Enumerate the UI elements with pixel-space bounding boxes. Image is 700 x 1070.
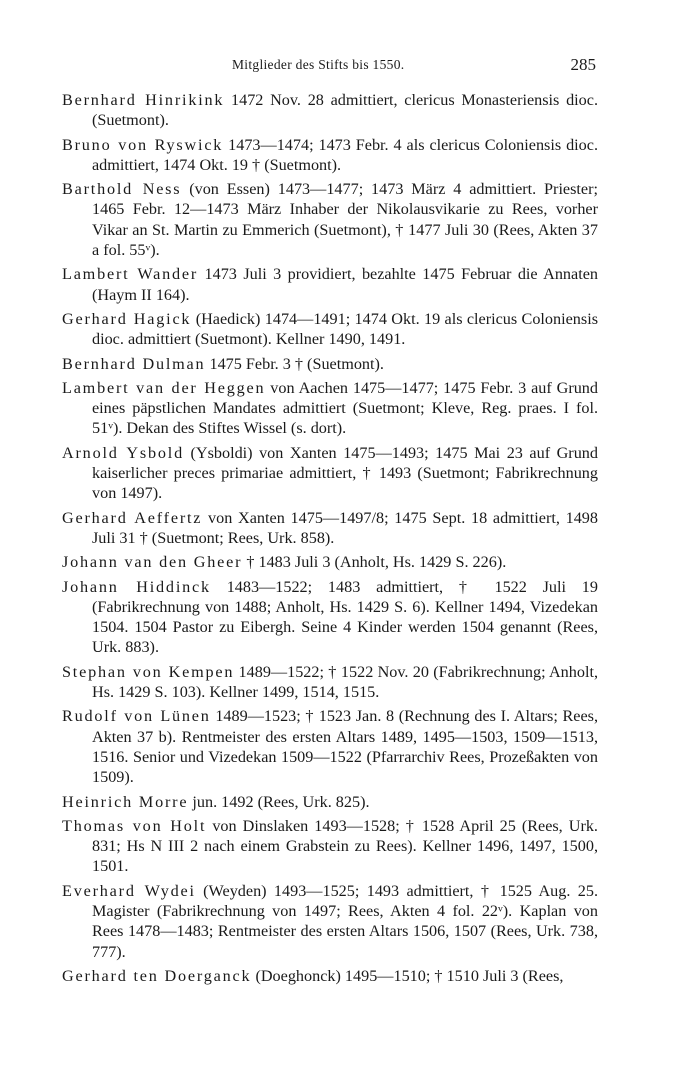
member-entry xyxy=(62,135,598,176)
member-details: 1473—1474; 1473 Febr. 4 als clericus Coloniensis dioc. admittiert, 1474 Okt. 19 † (Suetmont). xyxy=(92,135,598,174)
member-details: (Haedick) 1474—1491; 1474 Okt. 19 als clericus Coloniensis dioc. admittiert (Suetmont). Kellner 1490, 1491. xyxy=(92,309,598,349)
member-name: Gerhard Hagick xyxy=(62,309,192,328)
member-entry xyxy=(62,577,598,658)
member-name: Lambert van der Heggen xyxy=(62,378,266,397)
member-entry xyxy=(62,508,598,549)
member-details: 1472 Nov. 28 admittiert, clericus Monasteriensis dioc. (Suetmont). xyxy=(92,91,598,130)
member-name: Bernhard Dulman xyxy=(62,354,206,373)
member-entry xyxy=(62,309,598,350)
member-details: von Aachen 1475—1477; 1475 Febr. 3 auf Grund eines päpstlichen Mandates admittiert (Suetmont; Kleve, Reg. praes. I fol. 51ᵛ). Dekan des Stiftes Wissel (s. dort). xyxy=(92,378,598,438)
member-details: 1475 Febr. 3 † (Suetmont). xyxy=(205,354,384,373)
member-details: jun. 1492 (Rees, Urk. 825). xyxy=(188,792,370,811)
page-number: 285 xyxy=(570,55,596,74)
member-name: Bruno von Ryswick xyxy=(62,135,224,154)
member-details: 1489—1523; † 1523 Jan. 8 (Rechnung des I. Altars; Rees, Akten 37 b). Rentmeister des ersten Altars 1489, 1495—1503, 1509—1513, 1516. Senior und Vizedekan 1509—1522 (Pfarrarchiv Rees, Prozeßakten von 1509). xyxy=(92,707,599,787)
member-entry xyxy=(62,443,598,504)
running-title: Mitglieder des Stifts bis 1550. xyxy=(232,57,405,72)
running-head xyxy=(0,57,700,79)
member-entry xyxy=(62,264,598,305)
member-name: Gerhard Aeffertz xyxy=(62,508,203,527)
member-name: Thomas von Holt xyxy=(62,816,207,835)
member-details: 1473 Juli 3 providiert, bezahlte 1475 Februar die Annaten (Haym II 164). xyxy=(92,265,598,304)
member-name: Stephan von Kempen xyxy=(62,662,235,681)
member-details: 1483—1522; 1483 admittiert, † 1522 Juli 19 (Fabrikrechnung von 1488; Anholt, Hs. 1429 S. 6). Kellner 1494, Vizedekan 1504. 1504 Pastor zu Eibergh. Seine 4 Kinder werden 1504 genannt (Rees, Urk. 883). xyxy=(92,577,598,657)
member-entry xyxy=(62,706,598,787)
member-entry xyxy=(62,552,598,572)
member-entry xyxy=(62,354,598,374)
member-details: (von Essen) 1473—1477; 1473 März 4 admittiert. Priester; 1465 Febr. 12—1473 März Inhaber der Nikolausvikarie zu Rees, vorher Vikar an St. Martin zu Emmerich (Suetmont), † 1477 Juli 30 (Rees, Akten 37 a fol. 55ᵛ). xyxy=(92,180,598,260)
member-details: von Dinslaken 1493—1528; † 1528 April 25 (Rees, Urk. 831; Hs N III 2 nach einem Grabstein zu Rees). Kellner 1496, 1497, 1500, 1501. xyxy=(92,816,598,876)
member-name: Arnold Ysbold xyxy=(62,443,184,462)
member-details: (Doeghonck) 1495—1510; † 1510 Juli 3 (Rees, xyxy=(251,966,564,985)
member-name: Johann van den Gheer xyxy=(62,553,243,572)
member-entry xyxy=(62,179,598,260)
member-details: 1489—1522; † 1522 Nov. 20 (Fabrikrechnung; Anholt, Hs. 1429 S. 103). Kellner 1499, 1514, 1515. xyxy=(92,662,599,702)
member-entry xyxy=(62,966,598,986)
member-name: Rudolf von Lünen xyxy=(62,707,211,726)
member-details: von Xanten 1475—1497/8; 1475 Sept. 18 admittiert, 1498 Juli 31 † (Suetmont; Rees, Urk. 858). xyxy=(92,508,598,547)
member-entry xyxy=(62,90,598,131)
member-name: Everhard Wydei xyxy=(62,881,196,900)
member-entry xyxy=(62,662,598,703)
member-name: Lambert Wander xyxy=(62,265,199,284)
member-name: Bernhard Hinrikink xyxy=(62,91,225,109)
member-entry xyxy=(62,378,598,439)
member-entry xyxy=(62,881,598,962)
member-details: (Ysboldi) von Xanten 1475—1493; 1475 Mai 23 auf Grund kaiserlicher preces primariae admittiert, † 1493 (Suetmont; Fabrikrechnung von 1497). xyxy=(92,443,598,503)
member-entry xyxy=(62,816,598,877)
member-name: Johann Hiddinck xyxy=(62,577,211,596)
member-name: Gerhard ten Doerganck xyxy=(62,966,252,985)
member-name: Barthold Ness xyxy=(62,180,182,199)
member-list xyxy=(62,90,598,990)
member-details: † 1483 Juli 3 (Anholt, Hs. 1429 S. 226). xyxy=(242,553,507,572)
member-details: (Weyden) 1493—1525; 1493 admittiert, † 1525 Aug. 25. Magister (Fabrikrechnung von 1497; Rees, Akten 4 fol. 22ᵛ). Kaplan von Rees 1478—1483; Rentmeister des ersten Altars 1506, 1507 (Rees, Urk. 738, 777). xyxy=(92,881,599,961)
member-name: Heinrich Morre xyxy=(62,792,189,811)
member-entry xyxy=(62,792,598,812)
